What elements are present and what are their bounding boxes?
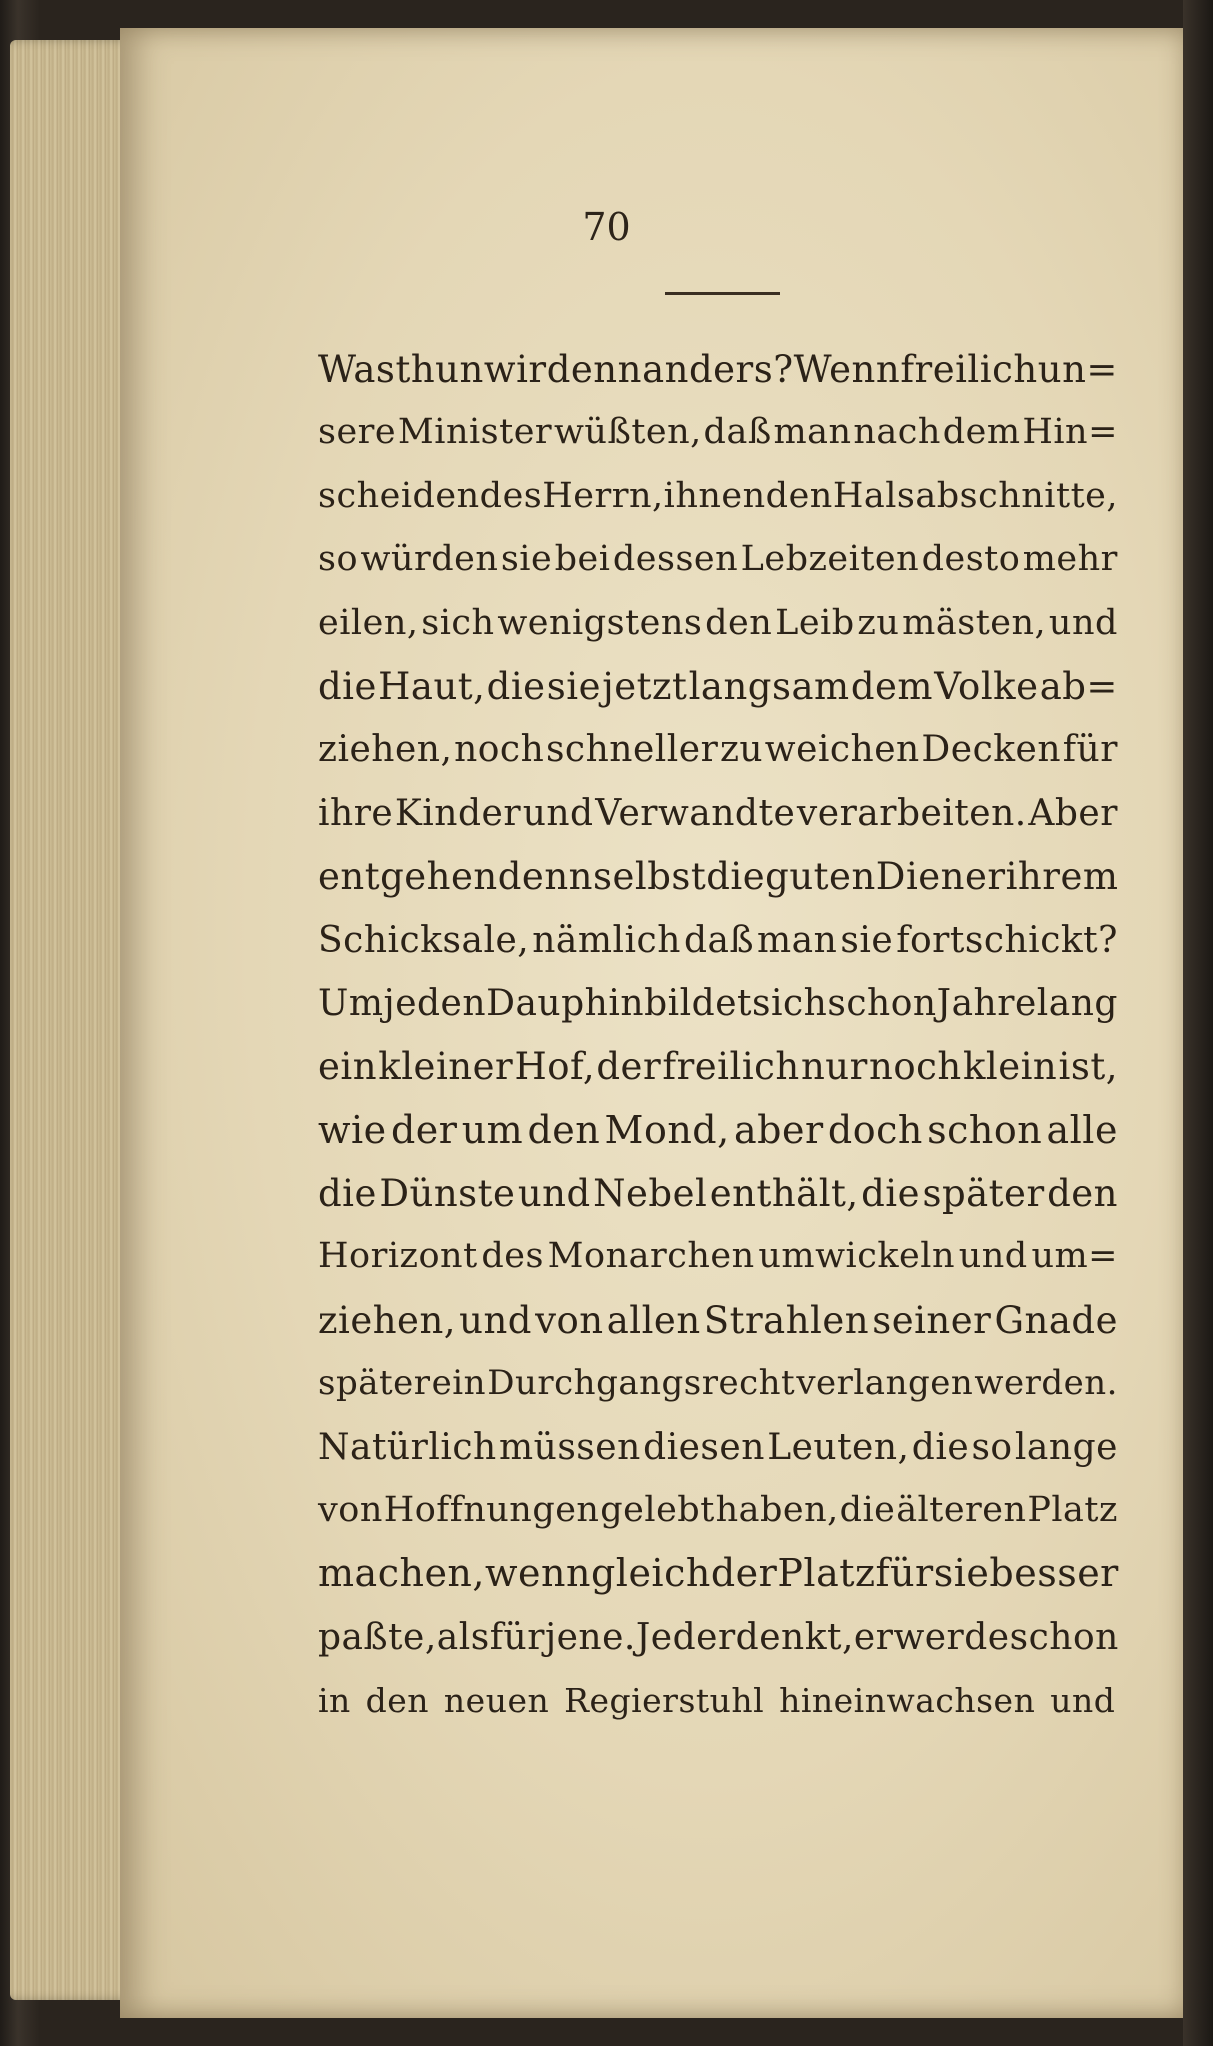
word: denn xyxy=(497,855,593,899)
word: die xyxy=(861,1172,921,1216)
word: sich xyxy=(752,982,828,1024)
word: wüßten, xyxy=(553,412,702,453)
word: Verwandte xyxy=(595,792,796,834)
word: umwickeln xyxy=(758,1236,955,1277)
word: selbst xyxy=(592,855,707,899)
word: den xyxy=(365,1681,430,1721)
word: gelebt xyxy=(600,1490,715,1531)
word: jetzt xyxy=(602,664,688,708)
word: von xyxy=(535,1298,604,1342)
word: den xyxy=(1047,1172,1118,1216)
word: paßte, xyxy=(318,1616,437,1658)
header-rule xyxy=(665,292,780,295)
text-line xyxy=(318,718,1118,781)
word: jeden xyxy=(383,982,487,1024)
word: ab= xyxy=(1039,664,1118,708)
word: desto xyxy=(921,539,1021,580)
word: alle xyxy=(1046,1107,1118,1152)
word: Lebzeiten xyxy=(740,539,920,580)
word: Hoffnungen xyxy=(383,1490,600,1531)
word: Schicksale, xyxy=(318,919,530,961)
word: sie xyxy=(840,919,894,961)
word: noch xyxy=(454,729,545,771)
text-line xyxy=(318,1606,1118,1669)
text-line xyxy=(318,1479,1118,1542)
word: Was xyxy=(318,348,396,391)
word: ein xyxy=(431,1363,487,1404)
word: neuen xyxy=(443,1681,550,1721)
word: machen, xyxy=(318,1551,485,1596)
word: ihrem xyxy=(1005,855,1119,899)
word: Hals xyxy=(832,475,916,516)
word: bildet xyxy=(644,982,752,1024)
word: müssen xyxy=(499,1426,641,1468)
word: schon xyxy=(1009,1616,1119,1658)
text-line xyxy=(318,1352,1118,1415)
word: Gnade xyxy=(994,1298,1118,1342)
word: von xyxy=(318,1490,383,1531)
text-line xyxy=(318,655,1118,718)
word: später xyxy=(318,1363,431,1404)
word: mehr xyxy=(1022,539,1118,580)
word: den xyxy=(765,475,833,516)
word: entgehen xyxy=(318,855,498,899)
text-line xyxy=(318,1289,1118,1352)
word: der xyxy=(596,1045,662,1089)
word: eilen, xyxy=(318,602,419,643)
word: Dünste xyxy=(379,1172,516,1216)
word: Mond, xyxy=(604,1107,730,1152)
word: seiner xyxy=(872,1298,992,1342)
text-line xyxy=(318,1416,1118,1479)
word: Hof, xyxy=(514,1045,596,1089)
word: enthält, xyxy=(709,1172,859,1216)
word: Leuten, xyxy=(767,1426,910,1468)
word: dessen xyxy=(612,539,739,580)
word: ziehen, xyxy=(318,1298,457,1342)
word: mästen, xyxy=(902,602,1047,643)
text-line xyxy=(318,845,1118,908)
page-number: 70 xyxy=(582,205,631,249)
word: dem xyxy=(850,664,933,708)
word: denkt, xyxy=(735,1616,854,1658)
word: und xyxy=(1048,602,1118,643)
word: Herrn, xyxy=(542,475,664,516)
word: besser xyxy=(989,1551,1119,1596)
text-line xyxy=(318,1542,1118,1605)
word: zu xyxy=(719,729,764,771)
text-line xyxy=(318,972,1118,1035)
word: Decken xyxy=(921,729,1062,771)
word: den xyxy=(705,602,773,643)
word: lange xyxy=(1014,1426,1118,1468)
word: würden xyxy=(360,539,499,580)
word: Jeder xyxy=(635,1616,736,1658)
word: Jahrelang xyxy=(936,982,1118,1024)
word: bei xyxy=(554,539,611,580)
text-line xyxy=(318,592,1118,655)
word: freilich xyxy=(662,1045,800,1089)
word: Minister xyxy=(397,412,553,453)
word: die xyxy=(839,1490,896,1531)
text-line xyxy=(318,1669,1118,1732)
text-line xyxy=(318,1035,1118,1098)
word: Horizont xyxy=(318,1236,478,1277)
text-line xyxy=(318,465,1118,528)
word: noch xyxy=(869,1045,962,1089)
word: ihnen xyxy=(663,475,766,516)
word: guten xyxy=(765,855,876,899)
word: so xyxy=(971,1426,1013,1468)
word: Kinder xyxy=(394,792,522,834)
word: wie xyxy=(318,1107,387,1152)
text-line xyxy=(318,1162,1118,1225)
word: Platz xyxy=(1027,1490,1118,1531)
word: und xyxy=(1050,1681,1116,1721)
word: ziehen, xyxy=(318,729,453,771)
word: Natürlich xyxy=(318,1426,497,1468)
text-line xyxy=(318,401,1118,464)
word: werde xyxy=(893,1616,1010,1658)
word: schon xyxy=(927,1107,1043,1152)
word: als xyxy=(436,1616,490,1658)
word: um= xyxy=(1031,1236,1118,1277)
word: diesen xyxy=(643,1426,765,1468)
word: Wenn xyxy=(793,348,901,391)
word: für xyxy=(875,1551,934,1596)
word: später xyxy=(922,1172,1045,1216)
word: in xyxy=(318,1681,351,1721)
word: aber xyxy=(733,1107,824,1152)
word: un= xyxy=(1037,348,1118,391)
word: und xyxy=(522,792,594,834)
word: der xyxy=(710,1551,778,1596)
word: denn xyxy=(546,348,642,391)
word: Strahlen xyxy=(703,1298,870,1342)
word: die xyxy=(318,664,377,708)
word: Nebel xyxy=(593,1172,708,1216)
word: weichen xyxy=(764,729,920,771)
text-line xyxy=(318,338,1118,401)
book-cover-edge xyxy=(1183,0,1213,2046)
text-line xyxy=(318,1225,1118,1288)
word: freilich xyxy=(900,348,1038,391)
word: Diener xyxy=(875,855,1006,899)
word: Um xyxy=(318,982,384,1024)
word: dem xyxy=(942,412,1021,453)
body-text xyxy=(318,338,1118,1733)
word: der xyxy=(390,1107,458,1152)
word: wenn xyxy=(485,1551,591,1596)
word: anders? xyxy=(642,348,794,391)
word: haben, xyxy=(715,1490,839,1531)
word: Durchgangsrecht xyxy=(487,1363,796,1404)
word: für xyxy=(1062,729,1118,771)
word: und xyxy=(517,1172,591,1216)
word: nämlich xyxy=(532,919,681,961)
word: wir xyxy=(483,348,547,391)
word: fortschickt? xyxy=(896,919,1118,961)
word: Dauphin xyxy=(486,982,645,1024)
text-line xyxy=(318,909,1118,972)
word: langsam xyxy=(688,664,850,708)
word: die xyxy=(486,664,546,708)
word: Leib xyxy=(775,602,855,643)
word: doch xyxy=(827,1107,923,1152)
word: daß xyxy=(683,919,754,961)
word: Hin= xyxy=(1022,412,1118,453)
word: sere xyxy=(318,412,397,453)
word: jene. xyxy=(544,1616,636,1658)
word: nur xyxy=(800,1045,868,1089)
word: sie xyxy=(500,539,553,580)
word: ein xyxy=(318,1045,378,1089)
word: Aber xyxy=(1028,792,1118,834)
word: Volke xyxy=(934,664,1039,708)
word: schon xyxy=(827,982,937,1024)
word: werden. xyxy=(974,1363,1118,1404)
word: zu xyxy=(857,602,900,643)
word: um xyxy=(461,1107,524,1152)
word: verarbeiten. xyxy=(796,792,1027,834)
word: des xyxy=(479,475,543,516)
word: gleich xyxy=(590,1551,711,1596)
word: schneller xyxy=(545,729,719,771)
word: kleiner xyxy=(378,1045,514,1089)
word: sie xyxy=(546,664,602,708)
word: Regierstuhl xyxy=(564,1681,765,1721)
word: und xyxy=(459,1298,532,1342)
word: die xyxy=(911,1426,970,1468)
word: so xyxy=(318,539,359,580)
word: und xyxy=(958,1236,1028,1277)
word: verlangen xyxy=(796,1363,974,1404)
word: sich xyxy=(421,602,495,643)
text-line xyxy=(318,1099,1118,1162)
word: thun xyxy=(395,348,484,391)
word: ist, xyxy=(1058,1045,1118,1089)
word: wenigstens xyxy=(497,602,703,643)
word: man xyxy=(773,412,852,453)
word: hineinwachsen xyxy=(779,1681,1036,1721)
word: klein xyxy=(962,1045,1058,1089)
word: die xyxy=(318,1172,377,1216)
word: ihre xyxy=(318,792,394,834)
word: sie xyxy=(933,1551,990,1596)
word: Monarchen xyxy=(547,1236,755,1277)
word: für xyxy=(489,1616,545,1658)
word: die xyxy=(706,855,766,899)
word: nach xyxy=(853,412,941,453)
word: des xyxy=(481,1236,544,1277)
word: daß xyxy=(703,412,772,453)
word: er xyxy=(853,1616,894,1658)
text-line xyxy=(318,528,1118,591)
word: den xyxy=(527,1107,601,1152)
word: Platz xyxy=(777,1551,876,1596)
word: man xyxy=(757,919,838,961)
word: älteren xyxy=(896,1490,1027,1531)
word: abschnitte, xyxy=(915,475,1118,516)
text-line xyxy=(318,782,1118,845)
word: Haut, xyxy=(378,664,486,708)
word: scheiden xyxy=(318,475,480,516)
word: allen xyxy=(606,1298,701,1342)
